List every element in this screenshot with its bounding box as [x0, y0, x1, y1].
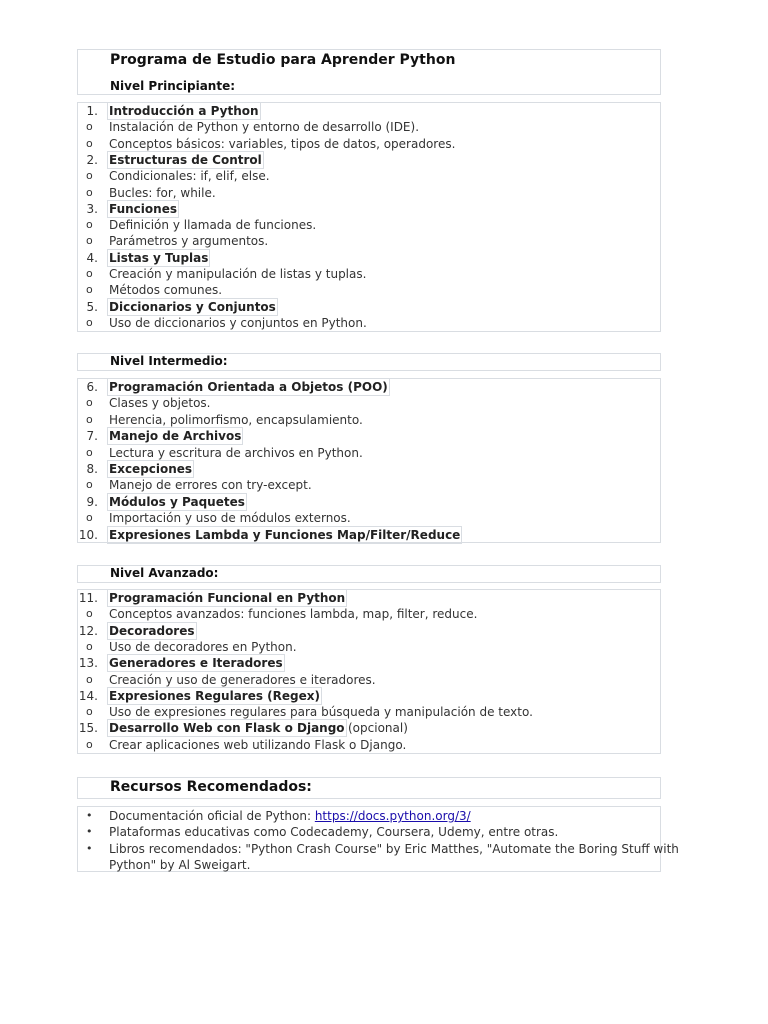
subtopic-text: Clases y objetos. — [109, 396, 211, 411]
topic-item — [78, 461, 660, 477]
subtopic-item — [78, 119, 660, 135]
topic-title: Diccionarios y Conjuntos — [109, 299, 276, 314]
item-number: 5. — [86, 299, 98, 314]
subtopic-item — [78, 510, 660, 526]
topic-item — [78, 527, 660, 543]
topic-item — [78, 428, 660, 444]
subtopic-text: Parámetros y argumentos. — [109, 234, 269, 249]
list-item-text: Libros recomendados: "Python Crash Course" by Eric Matthes, "Automate the Boring Stuff with — [109, 842, 679, 856]
bullet: • — [86, 809, 93, 822]
subtopic-item — [78, 639, 660, 655]
subtopic-item — [78, 395, 660, 411]
topic-suffix: (opcional) — [348, 721, 408, 736]
subtopic-item — [78, 266, 660, 282]
section-heading-recursos-box — [77, 777, 661, 799]
section-heading-avanzado: Nivel Avanzado: — [110, 566, 219, 580]
topic-item — [78, 623, 660, 639]
bullet: o — [86, 607, 93, 621]
item-number: 1. — [86, 104, 98, 118]
subtopic-text: Herencia, polimorfismo, encapsulamiento. — [109, 412, 363, 427]
item-number: 4. — [86, 250, 98, 265]
topic-title: Módulos y Paquetes — [109, 494, 245, 509]
bullet: o — [86, 511, 93, 525]
item-number: 8. — [86, 462, 98, 476]
item-number: 15. — [78, 721, 98, 736]
topic-item — [78, 379, 660, 395]
topic-item — [78, 299, 660, 315]
list-item-continuation — [78, 857, 660, 873]
subtopic-text: Creación y uso de generadores e iteradores. — [109, 672, 376, 687]
item-number: 12. — [78, 623, 98, 638]
bullet: o — [86, 169, 93, 183]
topic-title: Manejo de Archivos — [109, 429, 242, 444]
bullet: o — [86, 705, 93, 719]
item-number: 6. — [86, 380, 98, 394]
topic-title: Listas y Tuplas — [109, 250, 209, 265]
item-number: 11. — [78, 591, 98, 605]
section-heading-principiante: Nivel Principiante: — [110, 79, 236, 93]
bullet: o — [86, 315, 93, 329]
bullet: o — [86, 445, 93, 459]
topic-item — [78, 103, 660, 119]
resource-text: Documentación oficial de Python: — [109, 809, 315, 823]
list-intermedio — [77, 378, 661, 543]
bullet: o — [86, 412, 93, 426]
topic-title: Generadores e Iteradores — [109, 656, 283, 671]
subtopic-item — [78, 136, 660, 152]
list-item-text: Python" by Al Sweigart. — [109, 858, 251, 872]
list-avanzado — [77, 589, 661, 754]
subtopic-text: Importación y uso de módulos externos. — [109, 511, 351, 526]
topic-title: Expresiones Lambda y Funciones Map/Filter/Reduce — [109, 527, 461, 542]
topic-item — [78, 688, 660, 704]
subtopic-item — [78, 606, 660, 622]
topic-item — [78, 152, 660, 168]
subtopic-item — [78, 737, 660, 753]
subtopic-item — [78, 672, 660, 688]
topic-title: Desarrollo Web con Flask o Django — [109, 721, 345, 736]
list-item — [78, 824, 660, 840]
topic-title: Estructuras de Control — [109, 152, 262, 167]
item-number: 2. — [86, 152, 98, 167]
topic-title: Introducción a Python — [109, 104, 259, 118]
topic-title: Expresiones Regulares (Regex) — [109, 688, 321, 703]
subtopic-item — [78, 704, 660, 720]
item-number: 14. — [78, 688, 98, 703]
section-heading-intermedio: Nivel Intermedio: — [110, 354, 228, 368]
subtopic-item — [78, 282, 660, 298]
item-number: 7. — [86, 429, 98, 444]
topic-item — [78, 655, 660, 671]
subtopic-text: Bucles: for, while. — [109, 185, 216, 200]
topic-title: Programación Orientada a Objetos (POO) — [109, 380, 388, 394]
topic-item — [78, 494, 660, 510]
bullet: o — [86, 136, 93, 150]
topic-title: Excepciones — [109, 462, 193, 476]
subtopic-text: Métodos comunes. — [109, 283, 223, 298]
topic-item — [78, 720, 660, 736]
list-item-text — [109, 808, 471, 824]
subtopic-item — [78, 185, 660, 201]
page-title: Programa de Estudio para Aprender Python — [110, 52, 456, 68]
bullet: o — [86, 639, 93, 653]
subtopic-item — [78, 477, 660, 493]
list-recursos — [77, 806, 679, 872]
subtopic-text: Uso de decoradores en Python. — [109, 639, 297, 654]
subtopic-text: Creación y manipulación de listas y tuplas. — [109, 267, 367, 281]
subtopic-item — [78, 315, 660, 331]
python-docs-link[interactable]: https://docs.python.org/3/ — [314, 809, 471, 823]
item-number: 13. — [78, 656, 98, 671]
subtopic-item — [78, 445, 660, 461]
subtopic-item — [78, 168, 660, 184]
subtopic-text: Instalación de Python y entorno de desarrollo (IDE). — [109, 120, 420, 135]
subtopic-text: Uso de diccionarios y conjuntos en Python. — [109, 315, 367, 330]
topic-title: Programación Funcional en Python — [109, 591, 346, 605]
bullet: o — [86, 672, 93, 686]
subtopic-item — [78, 217, 660, 233]
subtopic-text: Crear aplicaciones web utilizando Flask o Django. — [109, 737, 407, 752]
bullet: o — [86, 267, 93, 280]
topic-item — [78, 201, 660, 217]
subtopic-text: Conceptos básicos: variables, tipos de datos, operadores. — [109, 136, 456, 151]
topic-title: Funciones — [109, 201, 177, 216]
section-heading-intermedio-box — [77, 353, 661, 371]
topic-item — [78, 250, 660, 266]
topic-item — [78, 590, 660, 606]
bullet: • — [86, 842, 93, 855]
subtopic-text: Lectura y escritura de archivos en Python. — [109, 445, 363, 460]
list-principiante — [77, 102, 661, 332]
list-item — [78, 808, 660, 824]
bullet: o — [86, 120, 93, 134]
subtopic-text: Definición y llamada de funciones. — [109, 218, 317, 233]
section-heading-recursos: Recursos Recomendados: — [110, 779, 312, 795]
item-number: 3. — [86, 201, 98, 216]
item-number: 9. — [86, 494, 98, 509]
bullet: o — [86, 218, 93, 232]
subtopic-text: Conceptos avanzados: funciones lambda, map, filter, reduce. — [109, 607, 478, 622]
bullet: o — [86, 283, 93, 297]
bullet: o — [86, 396, 93, 410]
bullet: o — [86, 478, 93, 492]
subtopic-text: Manejo de errores con try-except. — [109, 478, 312, 493]
item-number: 10. — [78, 527, 98, 542]
subtopic-text: Uso de expresiones regulares para búsqueda y manipulación de texto. — [109, 705, 533, 720]
title-box — [77, 49, 661, 95]
subtopic-item — [78, 233, 660, 249]
bullet: o — [86, 234, 93, 248]
subtopic-item — [78, 412, 660, 428]
topic-title: Decoradores — [109, 623, 195, 638]
bullet: o — [86, 737, 93, 751]
bullet: • — [86, 825, 93, 838]
list-item-text: Plataformas educativas como Codecademy, Coursera, Udemy, entre otras. — [109, 825, 559, 839]
list-item — [78, 841, 679, 857]
subtopic-text: Condicionales: if, elif, else. — [109, 169, 270, 184]
bullet: o — [86, 185, 93, 199]
section-heading-avanzado-box — [77, 565, 661, 583]
